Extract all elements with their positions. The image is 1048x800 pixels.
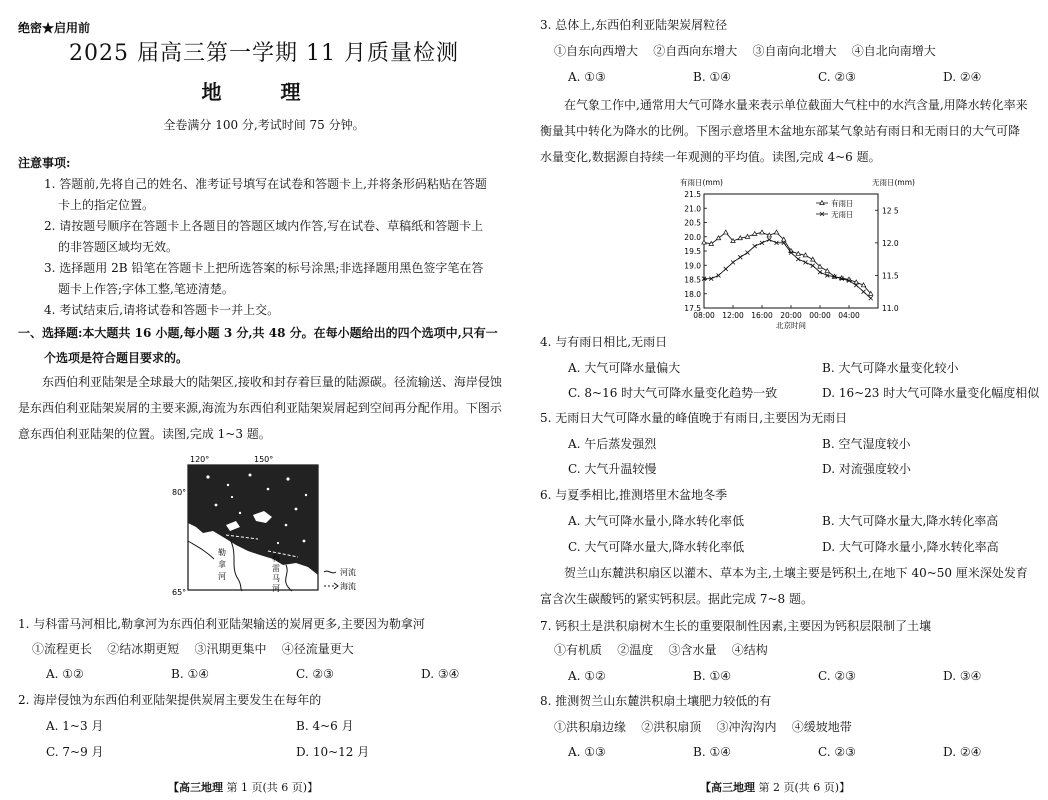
question-1-items: ①流程更长 ②结冰期更短 ③汛期更集中 ④径流量更大 — [32, 642, 354, 656]
q3-option-b: B. ①④ — [693, 70, 731, 84]
chart-x-tick-label: 04:00 — [838, 311, 860, 320]
q8-option-b: B. ①④ — [693, 745, 731, 759]
question-5-stem: 5. 无雨日大气可降水量的峰值晚于有雨日,主要因为无雨日 — [540, 411, 848, 425]
confidential-mark: 绝密★启用前 — [18, 21, 91, 35]
q5-option-a: A. 午后蒸发强烈 — [568, 437, 657, 451]
notice-line: 1. 答题前,先将自己的姓名、准考证号填写在试卷和答题卡上,并将条形码粘贴在答题 — [44, 177, 487, 191]
question-3-items: ①自东向西增大 ②自西向东增大 ③自南向北增大 ④自北向南增大 — [554, 44, 936, 58]
legend-river-label: 河流 — [340, 568, 356, 577]
legend-label-rainy: 有雨日 — [831, 199, 854, 208]
chart-left-tick-label: 19.0 — [684, 261, 701, 271]
q6-option-a: A. 大气可降水量小,降水转化率低 — [568, 514, 745, 528]
q3-option-c: C. ②③ — [818, 70, 856, 84]
chart-right-tick-label: 11.0 — [882, 304, 899, 313]
subject-title: 地 理 — [201, 80, 327, 104]
chart-left-tick-label: 19.5 — [684, 247, 701, 256]
chart-x-tick-label: 12:00 — [722, 311, 744, 320]
q2-option-d: D. 10~12 月 — [296, 745, 370, 759]
chart-series-line-dry — [704, 240, 871, 299]
chart-right-tick-label: 12 5 — [882, 206, 899, 216]
chart-left-axis-title: 有雨日(mm) — [680, 178, 723, 187]
page-1 — [18, 0, 510, 800]
q1-option-d: D. ③④ — [421, 667, 460, 681]
passage-1: 东西伯利亚陆架是全球最大的陆架区,接收和封存着巨量的陆源碳。径流输送、海岸侵蚀是东西伯利亚陆架炭屑的主要来源,海流为东西伯利亚陆架炭屑起到空间再分配作用。下图示意东西伯利亚陆架的位置。读图,完成 1~3 题。 — [18, 375, 502, 441]
chart-point-rainy — [774, 230, 778, 234]
lon-label-150: 150° — [254, 455, 274, 464]
footer-page: 第 1 页(共 6 页)】 — [226, 781, 319, 794]
chart-right-tick-label: 12.0 — [882, 238, 899, 248]
q4-option-a: A. 大气可降水量偏大 — [568, 361, 681, 375]
q2-option-b: B. 4~6 月 — [296, 719, 354, 733]
question-3-stem: 3. 总体上,东西伯利亚陆架炭屑粒径 — [540, 18, 728, 32]
chart-left-tick-label: 18.5 — [684, 275, 701, 285]
lena-label-char: 河 — [218, 572, 226, 581]
chart-x-tick-label: 00:00 — [809, 311, 831, 320]
chart-point-dry — [760, 241, 764, 245]
q4-option-d: D. 16~23 时大气可降水量变化幅度相似 — [822, 386, 1040, 400]
chart-x-tick-label: 20:00 — [780, 311, 802, 320]
q1-option-c: C. ②③ — [296, 667, 334, 681]
section-heading: 一、选择题:本大题共 16 小题,每小题 3 分,共 48 分。在每小题给出的四个选项中,只有一 — [18, 326, 498, 340]
legend-label-dry: 无雨日 — [831, 210, 854, 219]
kolyma-label-char: 雷 — [272, 564, 280, 573]
footer-page: 第 2 页(共 6 页)】 — [758, 781, 851, 794]
q1-option-a: A. ①② — [46, 667, 84, 681]
chart-point-dry — [869, 296, 873, 300]
chart-left-tick-label: 17.5 — [684, 304, 701, 313]
chart-point-dry — [811, 264, 815, 268]
chart-point-dry — [753, 244, 757, 248]
passage-2: 在气象工作中,通常用大气可降水量来表示单位截面大气柱中的水汽含量,用降水转化率来衡量其中转化为降水的比例。下图示意塔里木盆地东部某气象站有雨日和无雨日的大气可降水量变化,数据源自持续一年观测的平均值。读图,完成 4~6 题。 — [540, 98, 1028, 164]
footer-subject: 【高三地理 — [168, 781, 223, 794]
page-1-footer — [168, 779, 318, 795]
question-8-items: ①洪积扇边缘 ②洪积扇顶 ③冲沟沟内 ④缓坡地带 — [554, 720, 852, 734]
notice-line: 的非答题区域均无效。 — [58, 240, 179, 254]
q3-option-d: D. ②④ — [943, 70, 982, 84]
q5-option-b: B. 空气湿度较小 — [822, 437, 911, 451]
question-4-stem: 4. 与有雨日相比,无雨日 — [540, 335, 668, 349]
q6-option-d: D. 大气可降水量小,降水转化率高 — [822, 540, 999, 554]
chart-point-rainy — [716, 236, 720, 240]
question-7-items: ①有机质 ②温度 ③含水量 ④结构 — [554, 643, 768, 657]
exam-info: 全卷满分 100 分,考试时间 75 分钟。 — [163, 118, 365, 132]
page-2-footer — [700, 779, 850, 795]
lat-label-80: 80° — [172, 488, 187, 497]
q1-option-b: B. ①④ — [171, 667, 209, 681]
chart-x-tick-label: 08:00 — [693, 311, 715, 320]
q8-option-d: D. ②④ — [943, 745, 982, 759]
chart-point-rainy — [760, 230, 764, 234]
footer-subject: 【高三地理 — [700, 781, 755, 794]
q7-option-d: D. ③④ — [943, 669, 982, 683]
q6-option-c: C. 大气可降水量大,降水转化率低 — [568, 540, 745, 554]
chart-point-rainy — [724, 230, 728, 234]
q7-option-b: B. ①④ — [693, 669, 731, 683]
notice-line: 2. 请按题号顺序在答题卡上各题目的答题区域内作答,写在试卷、草稿纸和答题卡上 — [44, 219, 484, 233]
precipitable-water-chart — [666, 174, 928, 329]
chart-left-tick-label: 21.5 — [684, 190, 701, 199]
chart-right-tick-label: 11.5 — [882, 271, 899, 281]
section-heading: 个选项是符合题目要求的。 — [44, 351, 189, 365]
notice-line: 题卡上作答;字体工整,笔迹清楚。 — [58, 282, 234, 296]
q3-option-a: A. ①③ — [568, 70, 606, 84]
q2-option-c: C. 7~9 月 — [46, 745, 104, 759]
question-7-stem: 7. 钙积土是洪积扇树木生长的重要限制性因素,主要因为钙积层限制了土壤 — [540, 619, 932, 633]
siberia-shelf-map — [168, 455, 398, 605]
chart-point-dry — [818, 270, 822, 274]
question-2-stem: 2. 海岸侵蚀为东西伯利亚陆架提供炭屑主要发生在每年的 — [18, 693, 322, 707]
q7-option-a: A. ①② — [568, 669, 606, 683]
exam-title: 2025 届高三第一学期 11 月质量检测 — [69, 41, 459, 66]
q4-option-c: C. 8~16 时大气可降水量变化趋势一致 — [568, 386, 778, 400]
lat-label-65: 65° — [172, 588, 187, 597]
passage-3: 贺兰山东麓洪积扇区以灌木、草本为主,土壤主要是钙积土,在地下 40~50 厘米深处发育富含次生碳酸钙的紧实钙积层。据此完成 7~8 题。 — [540, 566, 1028, 606]
chart-x-axis-title: 北京时间 — [776, 321, 806, 329]
chart-point-dry — [746, 251, 750, 255]
chart-left-tick-label: 20.5 — [684, 218, 701, 228]
question-6-stem: 6. 与夏季相比,推测塔里木盆地冬季 — [540, 488, 728, 502]
legend-current-label: 海流 — [340, 582, 356, 591]
lena-label-char: 勒 — [218, 548, 226, 557]
chart-point-dry — [731, 260, 735, 264]
q7-option-c: C. ②③ — [818, 669, 856, 683]
legend-river-icon — [324, 571, 336, 573]
chart-point-dry — [717, 273, 721, 277]
chart-x-tick-label: 16:00 — [751, 311, 773, 320]
notice-heading: 注意事项: — [18, 156, 71, 170]
q8-option-c: C. ②③ — [818, 745, 856, 759]
q5-option-d: D. 对流强度较小 — [822, 462, 911, 476]
q2-option-a: A. 1~3 月 — [46, 719, 104, 733]
chart-left-tick-label: 20.0 — [684, 232, 701, 242]
chart-right-axis-title: 无雨日(mm) — [872, 178, 915, 187]
chart-point-dry — [724, 267, 728, 271]
q6-option-b: B. 大气可降水量大,降水转化率高 — [822, 514, 999, 528]
chart-point-dry — [862, 290, 866, 294]
notice-line: 3. 选择题用 2B 铅笔在答题卡上把所选答案的标号涂黑;非选择题用黑色签字笔在答 — [44, 261, 484, 275]
chart-left-tick-label: 18.0 — [684, 289, 701, 299]
q5-option-c: C. 大气升温较慢 — [568, 462, 657, 476]
chart-point-dry — [767, 238, 771, 242]
chart-point-dry — [738, 255, 742, 259]
q8-option-a: A. ①③ — [568, 745, 606, 759]
kolyma-label-char: 河 — [272, 584, 280, 593]
lon-label-120: 120° — [190, 455, 210, 464]
kolyma-label-char: 马 — [272, 574, 280, 583]
q4-option-b: B. 大气可降水量变化较小 — [822, 361, 959, 375]
chart-series-line-rainy — [704, 232, 871, 293]
notice-line: 卡上的指定位置。 — [58, 198, 155, 212]
chart-point-rainy — [702, 240, 706, 244]
chart-point-dry — [796, 257, 800, 261]
notice-line: 4. 考试结束后,请将试卷和答题卡一并上交。 — [44, 303, 280, 317]
lena-label-char: 拿 — [218, 560, 226, 569]
question-1-stem: 1. 与科雷马河相比,勒拿河为东西伯利亚陆架输送的炭屑更多,主要因为勒拿河 — [18, 617, 425, 631]
chart-point-dry — [804, 260, 808, 264]
question-8-stem: 8. 推测贺兰山东麓洪积扇土壤肥力较低的有 — [540, 694, 772, 708]
page-2 — [540, 0, 1040, 800]
chart-left-tick-label: 21.0 — [684, 204, 701, 214]
kolyma-label-char: 科 — [272, 554, 280, 563]
